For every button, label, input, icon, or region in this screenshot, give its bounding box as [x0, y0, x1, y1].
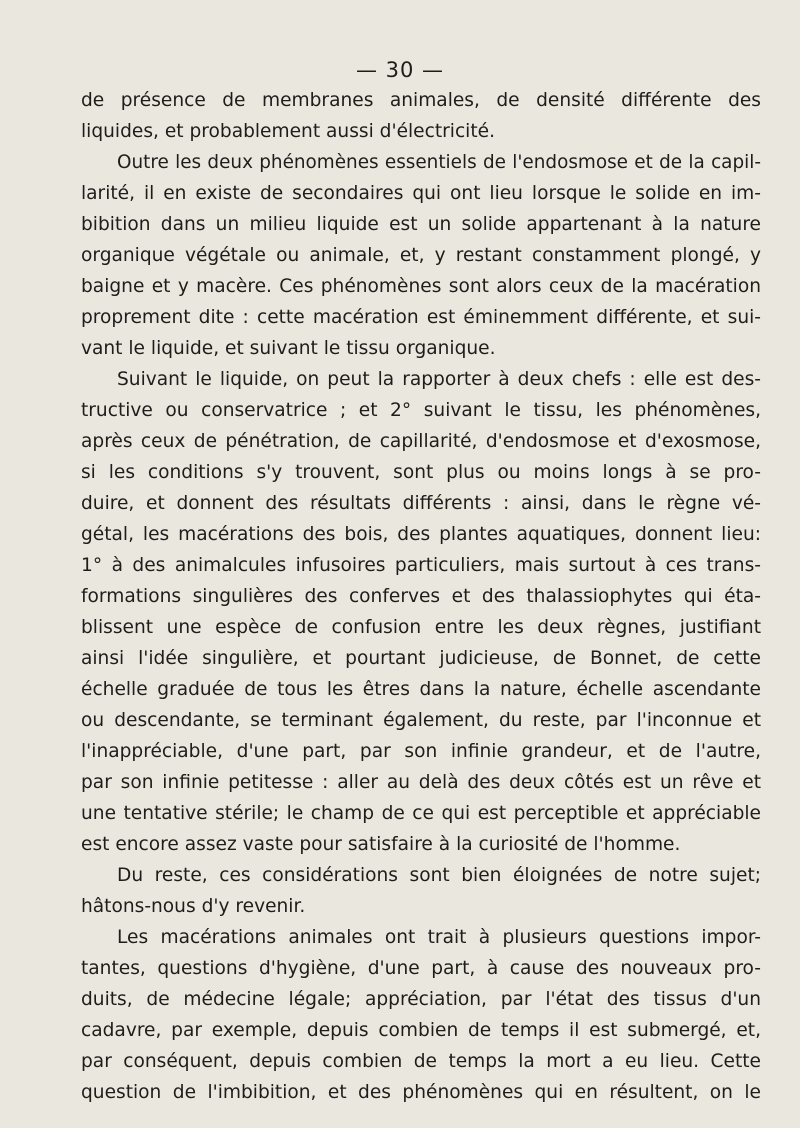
text-line: Du reste, ces considérations sont bien éloignées de notre sujet;	[117, 865, 761, 886]
text-line: une tentative stérile; le champ de ce qui est perceptible et appréciable	[81, 803, 761, 824]
text-line: liquides, et probablement aussi d'électricité.	[81, 121, 495, 142]
text-line: par conséquent, depuis combien de temps la mort a eu lieu. Cette	[81, 1051, 761, 1072]
text-line: l'inappréciable, d'une part, par son infinie grandeur, et de l'autre,	[81, 741, 761, 762]
text-line: ou descendante, se terminant également, du reste, par l'inconnue et	[81, 710, 761, 731]
text-line: duire, et donnent des résultats différents : ainsi, dans le règne vé-	[81, 493, 761, 514]
text-line: après ceux de pénétration, de capillarité, d'endosmose et d'exosmose,	[81, 431, 761, 452]
text-line: larité, il en existe de secondaires qui ont lieu lorsque le solide en im-	[81, 183, 761, 204]
text-line: tantes, questions d'hygiène, d'une part, à cause des nouveaux pro-	[81, 958, 761, 979]
text-line: blissent une espèce de confusion entre les deux règnes, justifiant	[81, 617, 761, 638]
text-line: hâtons-nous d'y revenir.	[81, 896, 306, 917]
text-line: baigne et y macère. Ces phénomènes sont alors ceux de la macération	[81, 276, 761, 297]
text-line: vant le liquide, et suivant le tissu organique.	[81, 338, 496, 359]
text-line: bibition dans un milieu liquide est un solide appartenant à la nature	[81, 214, 761, 235]
text-line: Les macérations animales ont trait à plusieurs questions impor-	[117, 927, 761, 948]
text-line: Suivant le liquide, on peut la rapporter à deux chefs : elle est des-	[117, 369, 761, 390]
text-line: duits, de médecine légale; appréciation, par l'état des tissus d'un	[81, 989, 761, 1010]
text-line: ainsi l'idée singulière, et pourtant judicieuse, de Bonnet, de cette	[81, 648, 761, 669]
text-line: échelle graduée de tous les êtres dans la nature, échelle ascendante	[81, 679, 761, 700]
text-line: 1° à des animalcules infusoires particuliers, mais surtout à ces trans-	[81, 555, 761, 576]
text-line: est encore assez vaste pour satisfaire à la curiosité de l'homme.	[81, 834, 681, 855]
text-line: proprement dite : cette macération est éminemment différente, et sui-	[81, 307, 761, 328]
text-line: organique végétale ou animale, et, y restant constamment plongé, y	[81, 245, 761, 266]
text-line: formations singulières des conferves et des thalassiophytes qui éta-	[81, 586, 761, 607]
text-line: tructive ou conservatrice ; et 2° suivant le tissu, les phénomènes,	[81, 400, 761, 421]
page-number: — 30 —	[355, 58, 445, 82]
text-line: gétal, les macérations des bois, des plantes aquatiques, donnent lieu:	[81, 524, 761, 545]
text-line: si les conditions s'y trouvent, sont plus ou moins longs à se pro-	[81, 462, 761, 483]
text-line: cadavre, par exemple, depuis combien de temps il est submergé, et,	[81, 1020, 761, 1041]
text-line: question de l'imbibition, et des phénomènes qui en résultent, on le	[81, 1082, 761, 1103]
text-line: par son infinie petitesse : aller au delà des deux côtés est un rêve et	[81, 772, 761, 793]
text-line: Outre les deux phénomènes essentiels de l'endosmose et de la capil-	[117, 152, 761, 173]
text-line: de présence de membranes animales, de densité différente des	[81, 90, 761, 111]
